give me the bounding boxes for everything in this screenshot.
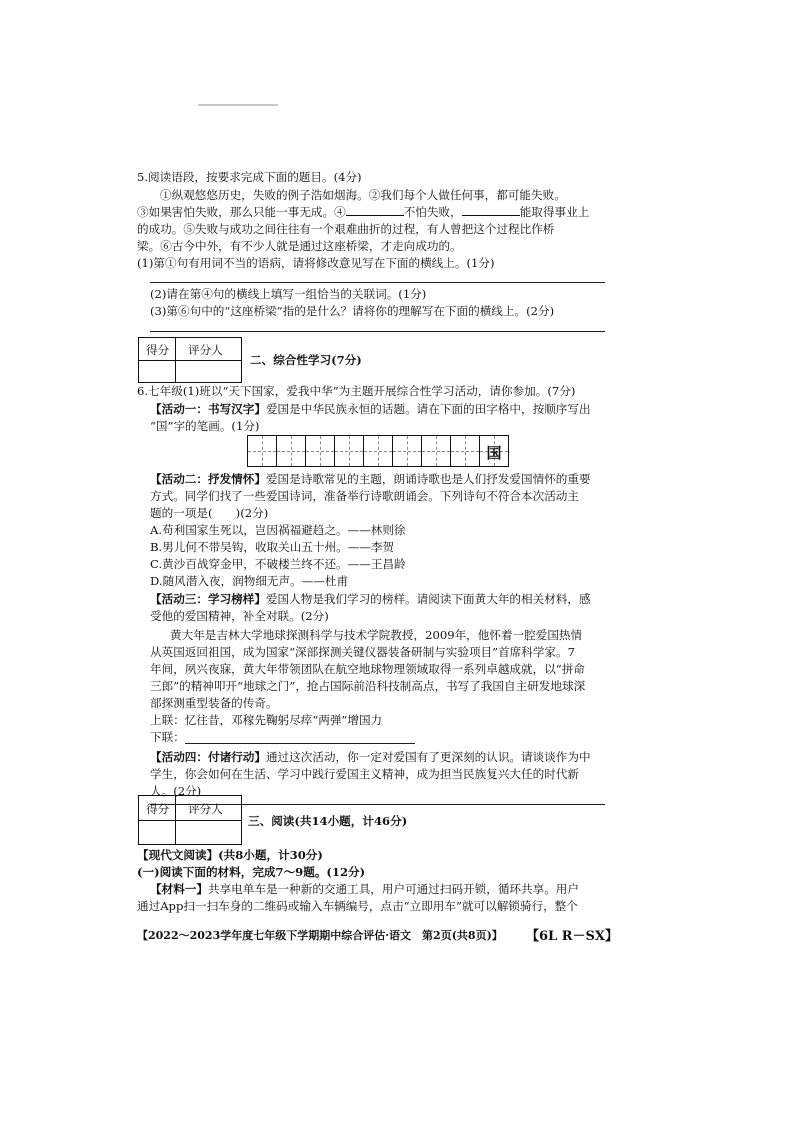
material1-label: 【材料一】 bbox=[150, 882, 208, 896]
score-box bbox=[138, 337, 242, 383]
material1-text: 共享电单车是一种新的交通工具，用户可通过扫码开锁，循环共享。用户 bbox=[207, 882, 579, 896]
q5-sub1: (1)第①句有用词不当的语病，请将修改意见写在下面的横线上。(1分) bbox=[137, 256, 495, 270]
act2-label: 【活动二：抒发情怀】 bbox=[150, 472, 266, 486]
couplet-lower-label: 下联： bbox=[150, 730, 185, 744]
reading-sub-header: (一)阅读下面的材料，完成7～9题。(12分) bbox=[137, 865, 366, 879]
q5-sub3: (3)第⑥句中的“这座桥梁”指的是什么？请将你的理解写在下面的横线上。(2分) bbox=[150, 304, 555, 318]
q5-passage-text: ③如果害怕失败，那么只能一事无成。④ bbox=[137, 205, 346, 219]
grid-cell[interactable] bbox=[248, 436, 277, 466]
q5-passage-text: 不怕失败， bbox=[403, 205, 462, 219]
q5-passage-line: 梁。⑥古今中外，有不少人就是通过这座桥梁，才走向成功的。 bbox=[137, 239, 462, 253]
grader-label: 评分人 bbox=[188, 802, 223, 816]
material-line: 部探测重型装备的传奇。 bbox=[150, 696, 278, 710]
option-c[interactable]: C.黄沙百战穿金甲，不破楼兰终不还。——王昌龄 bbox=[150, 557, 406, 571]
guo-character: 国 bbox=[486, 444, 502, 462]
act4-text: 通过这次活动，你一定对爱国有了更深刻的认识。请谈谈作为中 bbox=[265, 750, 591, 764]
q6-act2-line: 题的一项是( )(2分) bbox=[150, 506, 269, 520]
material-line: 年间，夙兴夜寐，黄大年带领团队在航空地球物理领域取得一系列卓越成就，以“拼命 bbox=[150, 662, 585, 676]
answer-line[interactable] bbox=[150, 331, 605, 332]
grid-cell[interactable] bbox=[277, 436, 306, 466]
material-line: 黄大年是吉林大学地球探测科学与技术学院教授，2009年，他怀着一腔爱国热情 bbox=[170, 628, 583, 642]
couplet-upper: 上联：忆往昔，邓稼先鞠躬尽瘁“两弹”增国力 bbox=[150, 713, 383, 727]
q6-act2-line: 方式。同学们找了一些爱国诗词，准备举行诗歌朗诵会。下列诗句不符合本次活动主 bbox=[150, 489, 579, 503]
score-box bbox=[138, 795, 242, 845]
section3-title: 三、阅读(共14小题，计46分) bbox=[248, 814, 408, 828]
q5-passage-text: 能取得事业上 bbox=[519, 205, 590, 219]
grid-cell[interactable] bbox=[451, 436, 480, 466]
q5-sub2: (2)请在第④句的横线上填写一组恰当的关联词。(1分) bbox=[150, 287, 427, 301]
act4-label: 【活动四：付诸行动】 bbox=[150, 750, 266, 764]
q5-passage-line: 的成功。⑤失败与成功之间往往有一个艰难曲折的过程，有人曾把这个过程比作桥 bbox=[137, 222, 555, 236]
grid-cell-filled bbox=[480, 436, 508, 466]
q5-title: 5.阅读语段，按要求完成下面的题目。(4分) bbox=[137, 170, 362, 184]
q6-act3-line bbox=[150, 592, 591, 606]
footer-info: 【2022～2023学年度七年级下学期期中综合评估·语文 第2页(共8页)】 bbox=[137, 929, 503, 942]
grid-cell[interactable] bbox=[335, 436, 364, 466]
grid-cell[interactable] bbox=[393, 436, 422, 466]
act3-label: 【活动三：学习榜样】 bbox=[150, 592, 266, 606]
scan-mark bbox=[198, 104, 278, 106]
material-line: 从英国返回祖国，成为国家“深部探测关键仪器装备研制与实验项目”首席科学家。7 bbox=[150, 645, 576, 659]
grid-cell[interactable] bbox=[422, 436, 451, 466]
q5-blank-2[interactable] bbox=[462, 205, 520, 216]
act1-text: 爱国是中华民族永恒的话题。请在下面的田字格中，按顺序写出 bbox=[265, 402, 591, 416]
q6-act1-line: “国”字的笔画。(1分) bbox=[150, 419, 260, 433]
q6-act4-line: 人。(2分) bbox=[150, 784, 202, 798]
answer-line[interactable] bbox=[150, 282, 605, 283]
q6-title: 6.七年级(1)班以“天下国家，爱我中华”为主题开展综合性学习活动，请你参加。(7分) bbox=[137, 384, 576, 398]
footer-code: 【6L R－SX】 bbox=[526, 929, 618, 944]
grid-cell[interactable] bbox=[364, 436, 393, 466]
tianzige-grid bbox=[247, 435, 509, 467]
score-label: 得分 bbox=[146, 343, 170, 357]
divider bbox=[139, 820, 241, 821]
score-label: 得分 bbox=[146, 802, 170, 816]
divider bbox=[139, 360, 241, 361]
option-a[interactable]: A.苟利国家生死以，岂因祸福避趋之。——林则徐 bbox=[150, 523, 406, 537]
option-d[interactable]: D.随风潜入夜，润物细无声。——杜甫 bbox=[150, 574, 349, 588]
material-line: 三郎”的精神叩开“地球之门”，抢占国际前沿科技制高点，书写了我国自主研发地球深 bbox=[150, 679, 586, 693]
act1-label: 【活动一：书写汉字】 bbox=[150, 402, 266, 416]
modern-reading-header: 【现代文阅读】(共8小题，计30分) bbox=[137, 848, 323, 862]
grader-label: 评分人 bbox=[188, 343, 223, 357]
act2-text: 爱国是诗歌常见的主题，朗诵诗歌也是人们抒发爱国情怀的重要 bbox=[265, 472, 591, 486]
act3-text: 爱国人物是我们学习的榜样。请阅读下面黄大年的相关材料，感 bbox=[265, 592, 591, 606]
option-b[interactable]: B.男儿何不带吴钩，收取关山五十州。——李贺 bbox=[150, 540, 395, 554]
q6-act3-line: 受他的爱国精神，补全对联。(2分) bbox=[150, 609, 329, 623]
couplet-answer-line[interactable] bbox=[185, 743, 415, 744]
material1-line bbox=[150, 882, 579, 896]
q5-passage-line: ①纵观悠悠历史，失败的例子浩如烟海。②我们每个人做任何事，都可能失败。 bbox=[160, 188, 566, 202]
q5-blank-1[interactable] bbox=[346, 205, 404, 216]
q6-act1-line bbox=[150, 402, 591, 416]
material1-line: 通过App扫一扫车身的二维码或输入车辆编号，点击“立即用车”就可以解锁骑行，整个 bbox=[137, 899, 578, 913]
q6-act4-line bbox=[150, 750, 591, 764]
grid-cell[interactable] bbox=[306, 436, 335, 466]
section2-title: 二、综合性学习(7分) bbox=[250, 353, 362, 367]
q6-act4-line: 学生，你会如何在生活、学习中践行爱国主义精神，成为担当民族复兴大任的时代新 bbox=[150, 767, 579, 781]
q5-passage-line bbox=[137, 205, 589, 219]
q6-act2-line bbox=[150, 472, 591, 486]
